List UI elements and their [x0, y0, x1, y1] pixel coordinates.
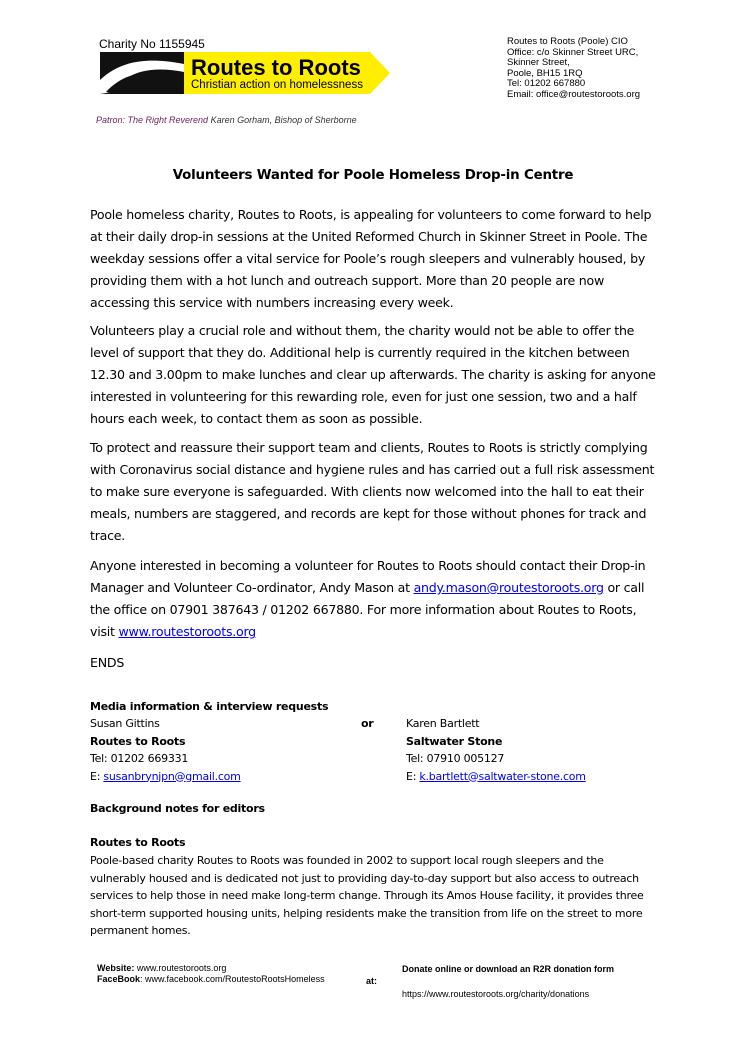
media-contact-right: [406, 715, 586, 785]
andy-mason-email-link[interactable]: andy.mason@routestoroots.org: [413, 580, 604, 595]
patron-name: Karen Gorham, Bishop of Sherborne: [210, 115, 357, 125]
ends-marker: ENDS: [90, 655, 125, 670]
charity-number: Charity No 1155945: [99, 37, 205, 51]
address-line: Office: c/o Skinner Street URC,: [507, 46, 639, 58]
karen-email-link[interactable]: k.bartlett@saltwater-stone.com: [419, 769, 586, 783]
contact-name: Susan Gittins: [90, 717, 160, 730]
donate-text: Donate online or download an R2R donation form: [402, 964, 614, 974]
background-notes-heading: Background notes for editors: [90, 802, 265, 815]
footer-facebook[interactable]: : www.facebook.com/RoutestoRootsHomeless: [140, 974, 325, 984]
contact-tel: Tel: 01202 669331: [90, 752, 189, 765]
donate-url[interactable]: https://www.routestoroots.org/charity/donations: [402, 989, 590, 999]
contact-email-row: [406, 768, 586, 786]
footer-website-row: [97, 963, 325, 974]
address-line: Email: office@routestoroots.org: [507, 88, 641, 100]
facebook-label: FaceBook: [97, 974, 141, 984]
website-label: Website:: [97, 963, 135, 973]
footer-website[interactable]: www.routestoroots.org: [136, 963, 227, 973]
r2r-heading: Routes to Roots: [90, 836, 186, 849]
footer-facebook-row: [97, 974, 325, 985]
address-line: Poole, BH15 1RQ: [507, 67, 583, 79]
address-line: Skinner Street,: [507, 57, 570, 69]
footer-at: at:: [366, 976, 377, 986]
address-line: Tel: 01202 667880: [507, 78, 586, 90]
address-line: Routes to Roots (Poole) CIO: [507, 36, 628, 47]
paragraph-contact: [90, 555, 660, 643]
routes-to-roots-logo: [98, 50, 392, 96]
contact-text-b: or call the office on 07901 387643 / 01202 667880. For more information about Routes to Roots, visit: [90, 580, 645, 639]
email-label: E:: [406, 769, 420, 783]
website-link[interactable]: www.routestoroots.org: [118, 624, 256, 639]
office-address: [507, 37, 640, 101]
media-heading: Media information & interview requests: [90, 700, 329, 713]
paragraph-covid-safety: To protect and reassure their support team and clients, Routes to Roots is strictly complying with Coronavirus social distance and hygiene rules and has carried out a full risk assessment to make sure everyone is safeguarded. With clients now welcomed into the hall to eat their meals, numbers are staggered, and records are kept for those without phones for track and trace.: [90, 440, 655, 543]
page-title: Volunteers Wanted for Poole Homeless Drop-in Centre: [172, 168, 574, 183]
logo-title: Routes to Roots: [191, 55, 361, 80]
media-contact-left: [90, 715, 241, 785]
paragraph-appeal: Poole homeless charity, Routes to Roots, is appealing for volunteers to come forward to help at their daily drop-in sessions at the United Reformed Church in Skinner Street in Poole. The weekday sessions offer a vital service for Poole’s rough sleepers and vulnerably housed, by providing them with a hot lunch and outreach support. More than 20 people are now accessing this service with numbers increasing every week.: [90, 207, 652, 310]
contact-text-a: Anyone interested in becoming a volunteer for Routes to Roots should contact their Drop-in Manager and Volunteer Co-ordinator, Andy Mason at: [90, 558, 646, 595]
logo-subtitle: Christian action on homelessness: [191, 79, 363, 91]
patron-label: Patron: The Right Reverend: [96, 115, 209, 125]
contact-name: Karen Bartlett: [406, 717, 480, 730]
r2r-description: Poole-based charity Routes to Roots was founded in 2002 to support local rough sleepers and the vulnerably housed and is dedicated not just to providing day-to-day support but also access to outreach services to help those in need make long-term change. Through its Amos House facility, it provides three short-term supported housing units, helping residents make the transition from life on the street to more permanent homes.: [90, 854, 644, 937]
susan-email-link[interactable]: susanbrynjpn@gmail.com: [103, 769, 241, 783]
paragraph-volunteers: Volunteers play a crucial role and without them, the charity would not be able to offer the level of support that they do. Additional help is currently required in the kitchen between 12.30 and 3.00pm to make lunches and clear up afterwards. The charity is asking for anyone interested in volunteering for this rewarding role, even for just one session, two and a half hours each week, to contact them as soon as possible.: [90, 323, 656, 426]
footer-links: [97, 963, 325, 985]
email-label: E:: [90, 769, 104, 783]
contact-org: Routes to Roots: [90, 734, 186, 748]
patron-line: [96, 115, 357, 125]
contact-email-row: [90, 768, 241, 786]
contact-tel: Tel: 07910 005127: [406, 752, 505, 765]
or-separator: or: [361, 717, 374, 730]
contact-org: Saltwater Stone: [406, 734, 503, 748]
